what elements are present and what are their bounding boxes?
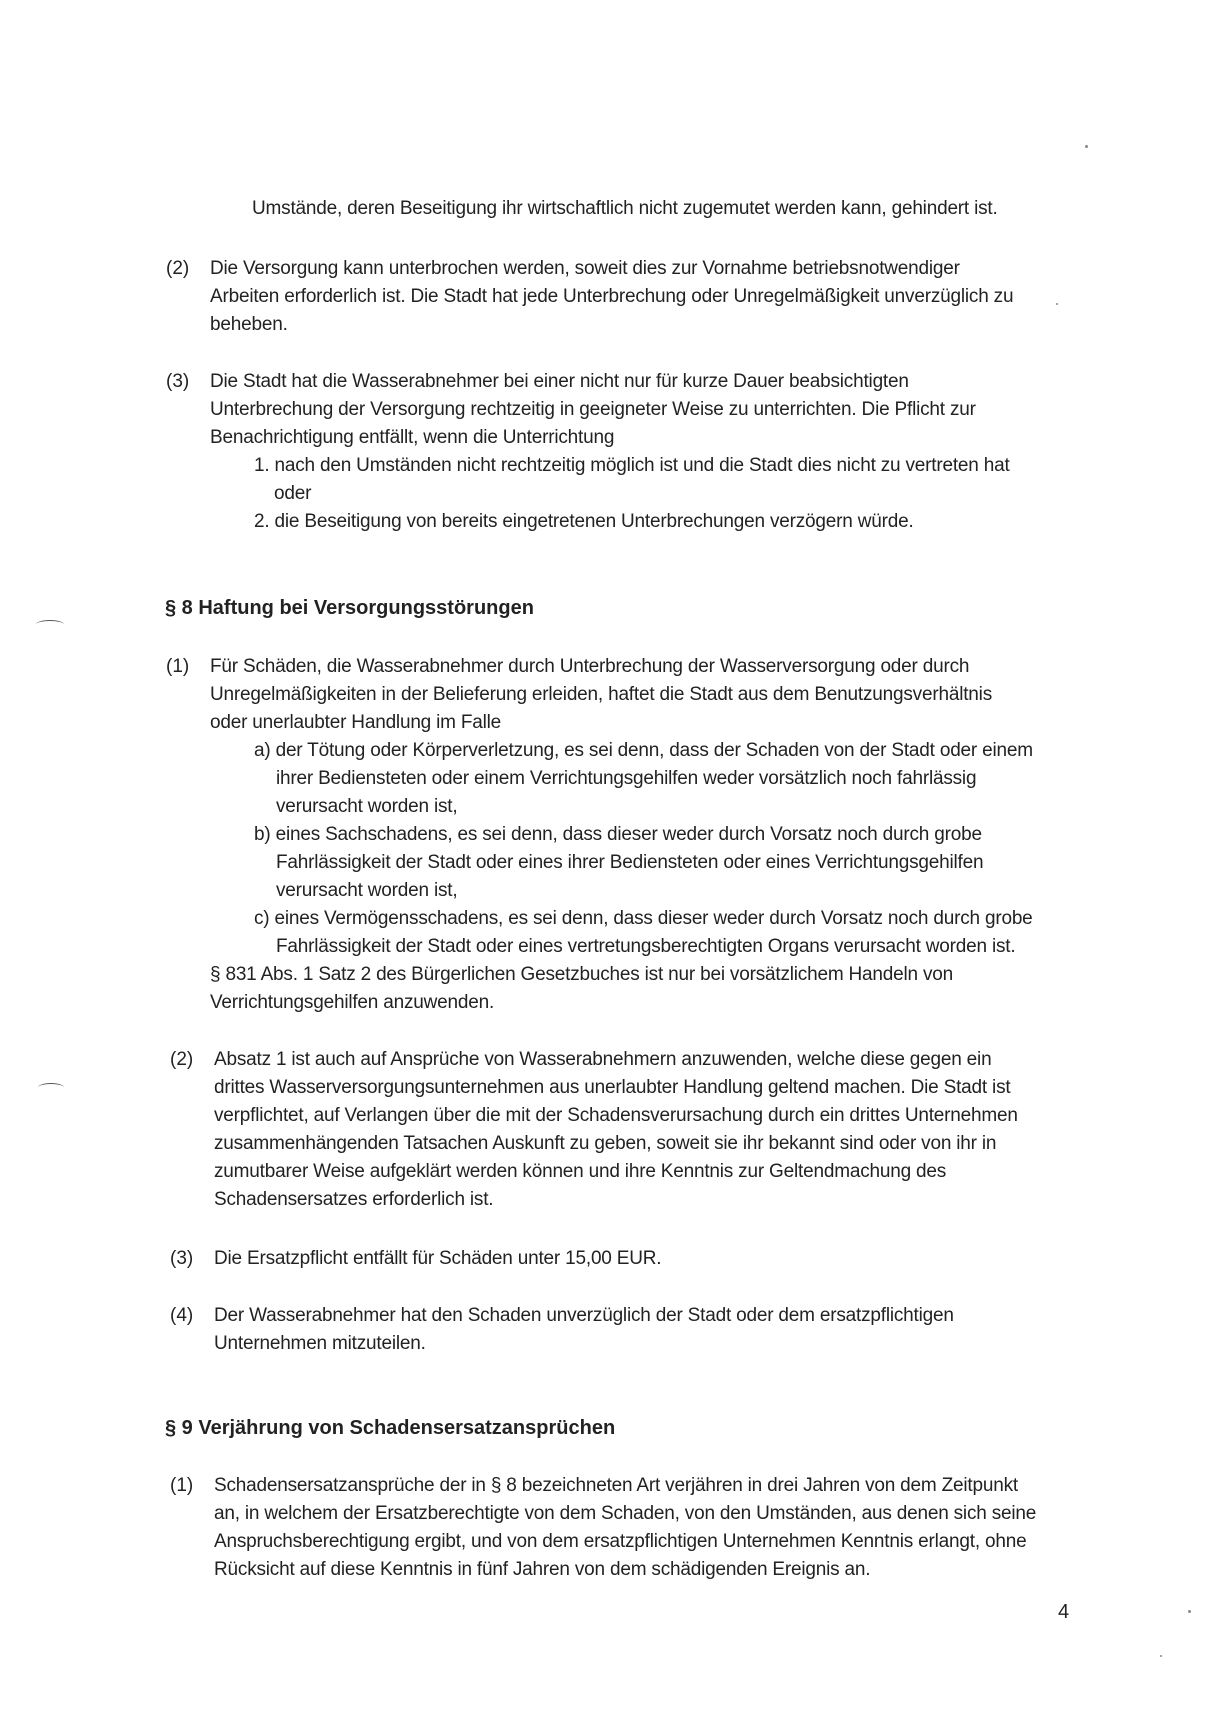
list-item: b) eines Sachschadens, es sei denn, dass dieser weder durch Vorsatz noch durch grobe <box>254 824 982 845</box>
list-item: Fahrlässigkeit der Stadt oder eines vertretungsberechtigten Organs verursacht worden ist. <box>276 936 1016 957</box>
list-item: a) der Tötung oder Körperverletzung, es sei denn, dass der Schaden von der Stadt oder einem <box>254 740 1033 761</box>
list-item: oder <box>274 483 312 504</box>
paragraph-number: (1) <box>170 1475 194 1496</box>
paragraph-line: drittes Wasserversorgungsunternehmen aus unerlaubter Handlung geltend machen. Die Stadt ist <box>214 1077 1011 1098</box>
scan-speck <box>1188 1610 1191 1613</box>
paragraph-number: (1) <box>166 656 190 677</box>
list-item: 2. die Beseitigung von bereits eingetretenen Unterbrechungen verzögern würde. <box>254 511 914 532</box>
list-item: Fahrlässigkeit der Stadt oder eines ihrer Bediensteten oder eines Verrichtungsgehilfen <box>276 852 984 873</box>
paragraph-line: Absatz 1 ist auch auf Ansprüche von Wasserabnehmern anzuwenden, welche diese gegen ein <box>214 1049 992 1070</box>
paragraph-line: Anspruchsberechtigung ergibt, und von dem ersatzpflichtigen Unternehmen Kenntnis erlangt, ohne <box>214 1531 1027 1552</box>
paragraph-line: § 831 Abs. 1 Satz 2 des Bürgerlichen Gesetzbuches ist nur bei vorsätzlichem Handeln von <box>210 964 954 985</box>
paragraph-number: (3) <box>166 371 190 392</box>
paragraph-line: Arbeiten erforderlich ist. Die Stadt hat jede Unterbrechung oder Unregelmäßigkeit unverzüglich zu <box>210 286 1014 307</box>
scan-speck <box>1160 1655 1162 1657</box>
list-item: ihrer Bediensteten oder einem Verrichtungsgehilfen weder vorsätzlich noch fahrlässig <box>276 768 977 789</box>
paragraph-line: oder unerlaubter Handlung im Falle <box>210 712 502 733</box>
paragraph-line: Unterbrechung der Versorgung rechtzeitig in geeigneter Weise zu unterrichten. Die Pflicht zur <box>210 399 976 420</box>
paragraph-line: beheben. <box>210 314 288 335</box>
paragraph-number: (2) <box>166 258 190 279</box>
paragraph-line: zumutbarer Weise aufgeklärt werden können und ihre Kenntnis zur Geltendmachung des <box>214 1161 947 1182</box>
list-item: verursacht worden ist, <box>276 880 458 901</box>
paragraph-line: Der Wasserabnehmer hat den Schaden unverzüglich der Stadt oder dem ersatzpflichtigen <box>214 1305 954 1326</box>
paragraph-line: Verrichtungsgehilfen anzuwenden. <box>210 992 495 1013</box>
list-item: c) eines Vermögensschadens, es sei denn, dass dieser weder durch Vorsatz noch durch grobe <box>254 908 1033 929</box>
section-heading: § 9 Verjährung von Schadensersatzansprüchen <box>165 1417 616 1439</box>
list-item: verursacht worden ist, <box>276 796 458 817</box>
paragraph-line: an, in welchem der Ersatzberechtigte von dem Schaden, von den Umständen, aus denen sich seine <box>214 1503 1037 1524</box>
paragraph-line: Die Stadt hat die Wasserabnehmer bei einer nicht nur für kurze Dauer beabsichtigten <box>210 371 909 392</box>
paragraph-line: Schadensersatzansprüche der in § 8 bezeichneten Art verjähren in drei Jahren von dem Zeitpunkt <box>214 1475 1018 1496</box>
paragraph-line: Die Ersatzpflicht entfällt für Schäden unter 15,00 EUR. <box>214 1248 662 1269</box>
paragraph-line: zusammenhängenden Tatsachen Auskunft zu geben, soweit sie ihr bekannt sind oder von ihr in <box>214 1133 997 1154</box>
page-number: 4 <box>1058 1601 1070 1623</box>
paragraph-line: Rücksicht auf diese Kenntnis in fünf Jahren von dem schädigenden Ereignis an. <box>214 1559 871 1580</box>
list-item: 1. nach den Umständen nicht rechtzeitig möglich ist und die Stadt dies nicht zu vertreten hat <box>254 455 1010 476</box>
paragraph-line: Die Versorgung kann unterbrochen werden, soweit dies zur Vornahme betriebsnotwendiger <box>210 258 960 279</box>
paragraph-line: Benachrichtigung entfällt, wenn die Unterrichtung <box>210 427 615 448</box>
paragraph-line: Unternehmen mitzuteilen. <box>214 1333 426 1354</box>
scan-speck <box>1085 145 1088 148</box>
paragraph-number: (2) <box>170 1049 194 1070</box>
continuation-line: Umstände, deren Beseitigung ihr wirtschaftlich nicht zugemutet werden kann, gehindert ist. <box>252 198 998 219</box>
paragraph-line: Unregelmäßigkeiten in der Belieferung erleiden, haftet die Stadt aus dem Benutzungsverhältnis <box>210 684 992 705</box>
scan-mark <box>36 620 64 629</box>
paragraph-number: (3) <box>170 1248 194 1269</box>
paragraph-line: Schadensersatzes erforderlich ist. <box>214 1189 494 1210</box>
paragraph-number: (4) <box>170 1305 194 1326</box>
section-heading: § 8 Haftung bei Versorgungsstörungen <box>165 597 534 619</box>
scan-speck <box>1056 303 1058 305</box>
paragraph-line: verpflichtet, auf Verlangen über die mit der Schadensverursachung durch ein drittes Unternehmen <box>214 1105 1018 1126</box>
paragraph-line: Für Schäden, die Wasserabnehmer durch Unterbrechung der Wasserversorgung oder durch <box>210 656 970 677</box>
scan-mark <box>38 1083 64 1092</box>
